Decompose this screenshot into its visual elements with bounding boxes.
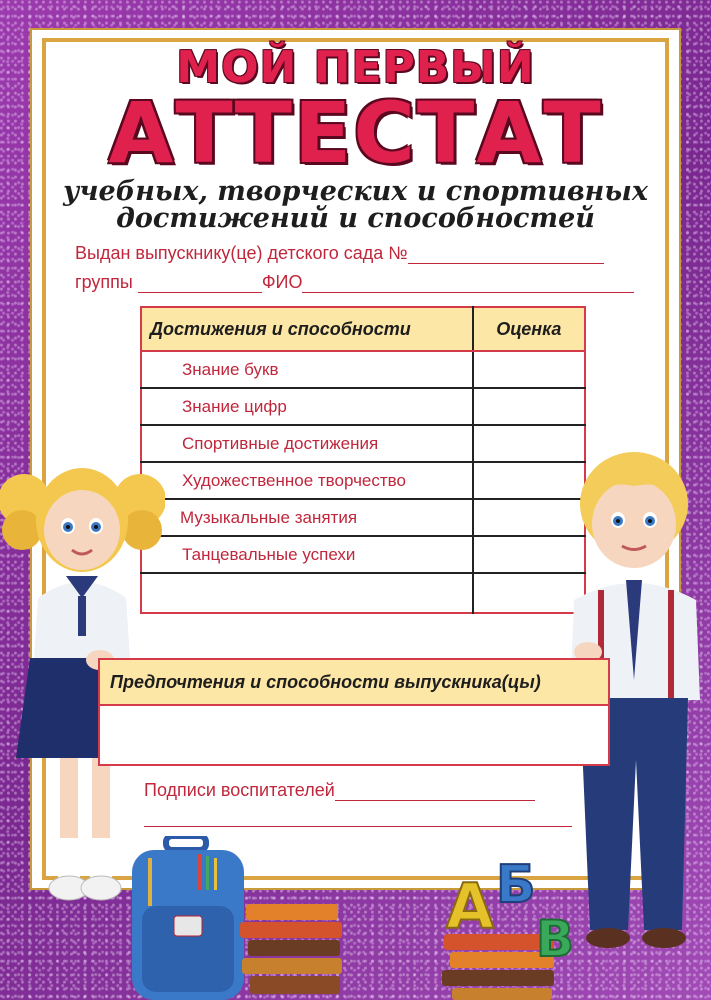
achievement-label: Знание цифр [141,388,473,425]
table-row [141,462,585,499]
preferences-field[interactable] [100,706,608,766]
books-stack-icon [238,900,348,1000]
subtitle-line-2: достижений и способностей [116,203,595,234]
achievements-column-header: Достижения и способности [141,307,473,351]
grade-cell[interactable] [473,388,585,425]
achievement-label: Музыкальные занятия [141,499,473,536]
table-header-row [141,307,585,351]
achievement-label[interactable] [141,573,473,613]
group-field[interactable] [138,276,262,293]
subtitle-line-1: учебных, творческих и спортивных [63,176,648,207]
group-row [75,272,634,293]
signature-field[interactable] [335,784,535,801]
achievement-label: Знание букв [141,351,473,388]
fio-label: ФИО [261,272,303,292]
table-row [141,351,585,388]
preferences-box [98,658,610,766]
grade-cell[interactable] [473,351,585,388]
table-row [141,536,585,573]
achievement-label: Художественное творчество [141,462,473,499]
kindergarten-number-field[interactable] [408,247,604,264]
page-title: АТТЕСТАТ [108,84,603,182]
title-top: МОЙ ПЕРВЫЙ [176,42,535,93]
issued-row [75,243,604,264]
letter-v: В [536,910,575,968]
letter-b: Б [496,855,536,915]
achievement-label: Танцевальные успехи [141,536,473,573]
table-row [141,573,585,613]
table-row [141,425,585,462]
signature-field-2[interactable] [144,826,572,827]
alphabet-letters-icon [438,848,588,1000]
preferences-header: Предпочтения и способности выпускника(цы) [100,660,608,706]
backpack-icon [128,836,248,1000]
issued-label: Выдан выпускнику(це) детского сада № [75,243,408,263]
table-row [141,388,585,425]
table-row [141,499,585,536]
achievement-label: Спортивные достижения [141,425,473,462]
signature-label: Подписи воспитателей [144,780,335,800]
letter-a: А [446,870,494,943]
signature-row [144,780,535,801]
achievements-table [140,306,586,614]
fio-field[interactable] [302,276,634,293]
grade-column-header: Оценка [473,307,585,351]
group-label: группы [75,272,133,292]
